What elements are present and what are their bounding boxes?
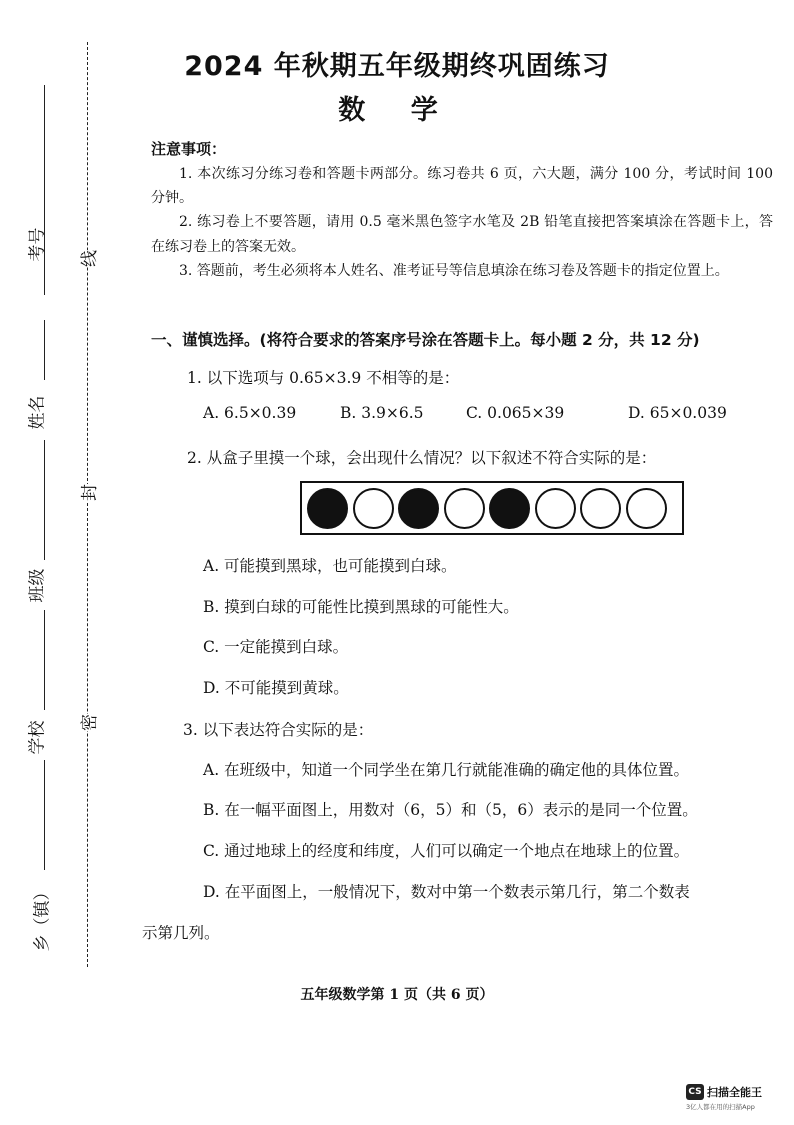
question-2-option-b: B. 摸到白球的可能性比摸到黑球的可能性大。 [203,598,519,616]
question-3-option-c: C. 通过地球上的经度和纬度，人们可以确定一个地点在地球上的位置。 [203,842,690,860]
notice-item: 2. 练习卷上不要答题，请用 0.5 毫米黑色签字水笔及 2B 铅笔直接把答案填涂在答题卡上，答在练习卷上的答案无效。 [151,214,773,255]
notice-item: 1. 本次练习分练习卷和答题卡两部分。练习卷共 6 页，六大题，满分 100 分，考试时间 100 分钟。 [151,166,773,207]
seal-mark-line: 线 [73,250,102,267]
subject-title: 数 学 [338,95,456,126]
page-footer: 五年级数学第 1 页（共 6 页） [300,987,494,1003]
margin-field-town: 乡（镇） [32,883,53,952]
question-3-stem: 3. 以下表达符合实际的是： [183,721,374,739]
white-ball [580,488,621,529]
binding-solid-line [44,610,45,710]
notice-title: 注意事项： [151,140,227,158]
question-1-option-c: C. 0.065×39 [466,404,565,422]
question-2-stem: 2. 从盒子里摸一个球，会出现什么情况？以下叙述不符合实际的是： [187,449,657,467]
scanner-watermark [686,1081,762,1100]
scanner-tagline: 3亿人都在用的扫描App [686,1103,755,1111]
question-2-option-d: D. 不可能摸到黄球。 [203,679,349,697]
white-ball [535,488,576,529]
binding-solid-line [44,760,45,870]
camscanner-icon: CS [686,1084,704,1100]
white-ball [444,488,485,529]
white-ball [626,488,667,529]
notice-body [151,162,773,283]
question-3-option-b: B. 在一幅平面图上，用数对（6，5）和（5，6）表示的是同一个位置。 [203,801,698,819]
notice-item: 3. 答题前，考生必须将本人姓名、准考证号等信息填涂在练习卷及答题卡的指定位置上。 [179,262,729,279]
question-2-option-c: C. 一定能摸到白球。 [203,638,349,656]
margin-field-name: 姓名 [27,395,48,430]
seal-dashed-line [87,42,88,967]
question-3-option-d: D. 在平面图上，一般情况下，数对中第一个数表示第几行，第二个数表 [203,883,690,901]
question-2-option-a: A. 可能摸到黑球，也可能摸到白球。 [203,557,457,575]
question-1-option-d: D. 65×0.039 [628,404,727,422]
question-3-option-a: A. 在班级中，知道一个同学坐在第几行就能准确的确定他的具体位置。 [203,761,690,779]
black-ball [307,488,348,529]
question-3-option-d-cont: 示第几列。 [142,924,220,942]
section-heading: 一、谨慎选择。(将符合要求的答案序号涂在答题卡上。每小题 2 分，共 12 分) [151,331,700,349]
margin-field-class: 班级 [27,568,48,603]
seal-mark-secret: 密 [73,714,102,731]
black-ball [489,488,530,529]
question-1-option-a: A. 6.5×0.39 [203,404,297,422]
binding-solid-line [44,320,45,380]
binding-solid-line [44,440,45,560]
question-1-stem: 1. 以下选项与 0.65×3.9 不相等的是： [187,369,460,387]
margin-field-exam-no: 考号 [27,227,48,262]
scanner-app-name: 扫描全能王 [707,1085,762,1099]
black-ball [398,488,439,529]
question-1-option-b: B. 3.9×6.5 [340,404,424,422]
exam-title: 2024 年秋期五年级期终巩固练习 [184,51,610,82]
white-ball [353,488,394,529]
ball-box [300,481,684,535]
seal-mark-seal: 封 [73,484,102,501]
margin-field-school: 学校 [27,720,48,755]
